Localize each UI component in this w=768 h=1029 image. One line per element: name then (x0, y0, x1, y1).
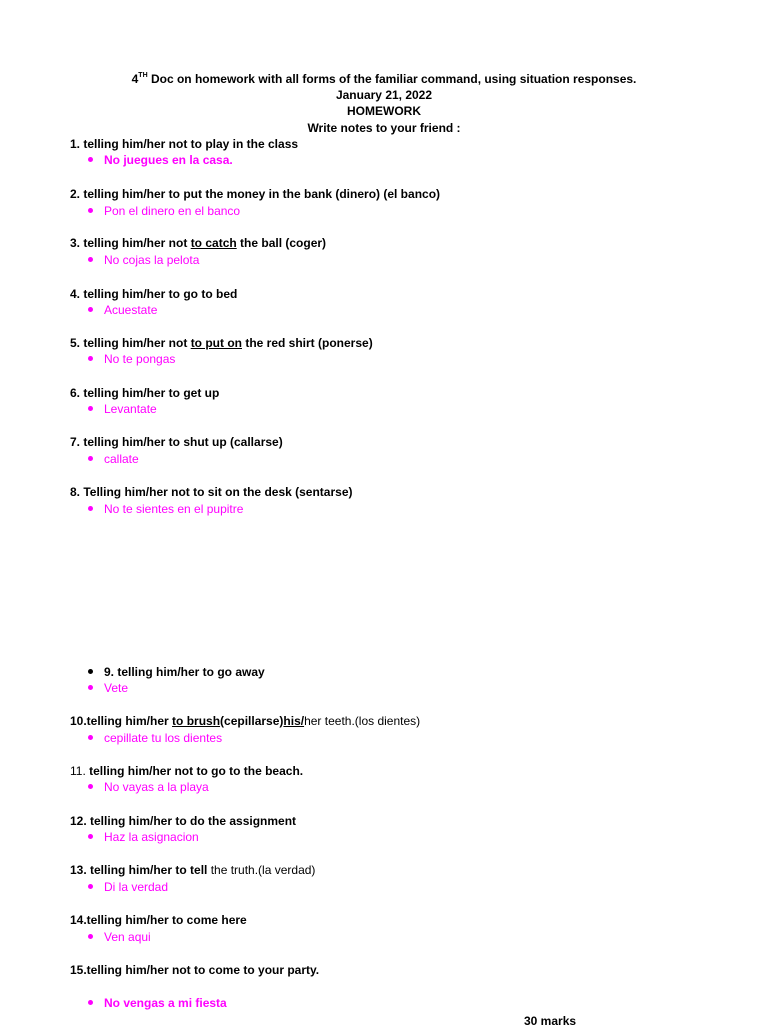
answer-7 (88, 452, 139, 467)
question-8 (70, 485, 353, 500)
question-13 (70, 863, 315, 878)
question-10-text-end: her teeth.(los dientes) (304, 714, 421, 728)
title-text: Doc on homework with all forms of the familiar command, using situation responses. (147, 72, 637, 86)
answer-12 (88, 830, 199, 845)
answer-10-text: cepillate tu los dientes (104, 731, 223, 745)
question-13-text-end: the truth.(la verdad) (207, 863, 316, 877)
bullet-icon (88, 157, 93, 162)
answer-14 (88, 930, 151, 945)
question-5-text-end: the red shirt (ponerse) (242, 336, 373, 350)
total-marks: 30 marks (524, 1014, 577, 1028)
answer-1-text: No juegues en la casa. (104, 153, 233, 167)
bullet-icon (88, 669, 93, 674)
question-1-text: 1. telling him/her not to play in the class (70, 137, 299, 151)
answer-13-text: Di la verdad (104, 880, 169, 894)
question-10 (70, 714, 420, 729)
question-3-underlined: to catch (190, 236, 237, 250)
question-7-text: 7. telling him/her to shut up (callarse) (70, 435, 283, 449)
answer-1 (88, 153, 233, 168)
question-5 (70, 336, 373, 351)
bullet-icon (88, 934, 93, 939)
bullet-icon (88, 257, 93, 262)
answer-2 (88, 204, 240, 219)
answer-4 (88, 303, 157, 318)
question-3-text-end: the ball (coger) (236, 236, 327, 250)
bullet-icon (88, 208, 93, 213)
question-6-text: 6. telling him/her to get up (70, 386, 220, 400)
answer-12-text: Haz la asignacion (104, 830, 199, 844)
question-12-text: 12. telling him/her to do the assignment (70, 814, 297, 828)
bullet-icon (88, 356, 93, 361)
question-11-number: 11. (70, 764, 90, 778)
question-4-text: 4. telling him/her to go to bed (70, 287, 238, 301)
answer-11 (88, 780, 209, 795)
answer-2-text: Pon el dinero en el banco (104, 204, 241, 218)
question-10-underlined-2: his/ (283, 714, 305, 728)
bullet-icon (88, 307, 93, 312)
question-11-text: telling him/her not to go to the beach. (89, 764, 304, 778)
answer-15-text: No vengas a mi fiesta (104, 996, 227, 1010)
answer-5 (88, 352, 175, 367)
question-9 (88, 665, 265, 680)
bullet-icon (88, 456, 93, 461)
answer-5-text: No te pongas (104, 352, 176, 366)
answer-8-text: No te sientes en el pupitre (104, 502, 244, 516)
question-11 (70, 764, 303, 779)
section-heading: HOMEWORK (347, 104, 421, 118)
answer-13 (88, 880, 168, 895)
question-15 (70, 963, 319, 978)
question-10-verb: (cepillarse) (220, 714, 284, 728)
bullet-icon (88, 834, 93, 839)
bullet-icon (88, 506, 93, 511)
title-superscript: TH (138, 72, 148, 79)
answer-3 (88, 253, 199, 268)
question-8-text: 8. Telling him/her not to sit on the desk (sentarse) (70, 485, 353, 499)
question-9-text: 9. telling him/her to go away (104, 665, 265, 679)
answer-7-text: callate (104, 452, 139, 466)
bullet-icon (88, 784, 93, 789)
question-1 (70, 137, 298, 152)
title-number: 4 (131, 72, 139, 86)
question-5-text: 5. telling him/her not (70, 336, 191, 350)
question-14 (70, 913, 247, 928)
answer-9 (88, 681, 128, 696)
answer-9-text: Vete (104, 681, 129, 695)
question-12 (70, 814, 296, 829)
question-10-underlined: to brush (172, 714, 221, 728)
bullet-icon (88, 1000, 93, 1005)
question-2 (70, 187, 440, 202)
bullet-icon (88, 406, 93, 411)
question-2-text: 2. telling him/her to put the money in the bank (dinero) (el banco) (70, 187, 441, 201)
answer-6 (88, 402, 157, 417)
instruction-text: Write notes to your friend : (307, 121, 461, 135)
answer-15 (88, 996, 227, 1011)
bullet-icon (88, 735, 93, 740)
question-10-text: 10.telling him/her (70, 714, 173, 728)
answer-11-text: No vayas a la playa (104, 780, 209, 794)
bullet-icon (88, 685, 93, 690)
answer-8 (88, 502, 243, 517)
answer-3-text: No cojas la pelota (104, 253, 200, 267)
question-13-text: 13. telling him/her to tell (70, 863, 208, 877)
question-15-text: 15.telling him/her not to come to your party. (70, 963, 320, 977)
answer-6-text: Levantate (104, 402, 157, 416)
document-title (0, 72, 768, 87)
question-4 (70, 287, 237, 302)
answer-10 (88, 731, 222, 746)
question-3-text: 3. telling him/her not (70, 236, 191, 250)
question-3 (70, 236, 326, 251)
document-date: January 21, 2022 (335, 88, 433, 102)
answer-14-text: Ven aqui (104, 930, 151, 944)
question-14-text: 14.telling him/her to come here (70, 913, 247, 927)
question-7 (70, 435, 283, 450)
question-5-underlined: to put on (190, 336, 242, 350)
bullet-icon (88, 884, 93, 889)
answer-4-text: Acuestate (104, 303, 158, 317)
question-6 (70, 386, 219, 401)
